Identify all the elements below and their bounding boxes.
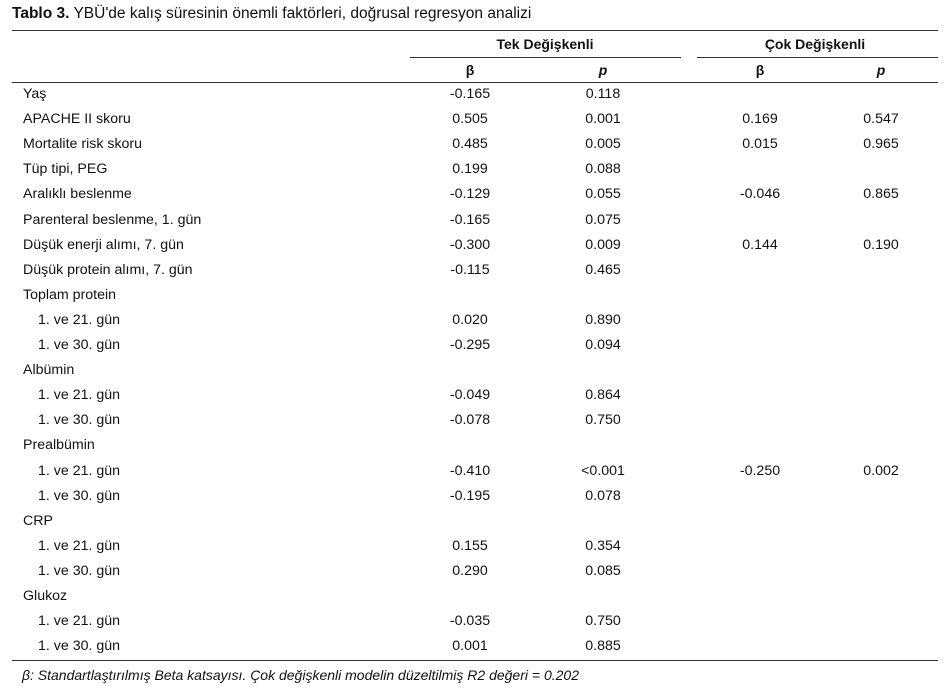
row-label: 1. ve 30. gün: [38, 337, 121, 353]
p-univariate-cell: 0.885: [585, 638, 621, 655]
table-row: [0, 111, 950, 136]
row-label: 1. ve 30. gün: [38, 562, 121, 579]
footnote: β: Standartlaştırılmış Beta katsayısı. Çok değişkenli modelin düzeltilmiş R2 değeri = 0.202: [22, 667, 579, 683]
row-label: 1. ve 21. gün: [38, 462, 121, 479]
row-label: Yaş: [23, 86, 47, 102]
header-p-multivariate: p: [876, 62, 886, 78]
row-label: Parenteral beslenme, 1. gün: [23, 211, 202, 228]
p-univariate-cell: 0.055: [585, 186, 621, 203]
row-label: Prealbümin: [23, 437, 95, 454]
header-beta-multivariate: β: [755, 62, 765, 78]
beta-univariate-cell: 0.020: [452, 311, 488, 328]
table-row: [0, 362, 950, 387]
table-row: [0, 463, 950, 488]
row-label: Düşük protein alımı, 7. gün: [23, 261, 193, 278]
table-row: [0, 337, 950, 362]
beta-multivariate-cell: -0.046: [739, 186, 781, 203]
row-label: 1. ve 21. gün: [38, 387, 121, 404]
p-univariate-cell: 0.354: [585, 537, 621, 554]
p-univariate-cell: 0.001: [585, 111, 621, 128]
beta-multivariate-cell: 0.169: [742, 111, 778, 128]
row-label: APACHE II skoru: [23, 111, 131, 128]
table-row: [0, 387, 950, 412]
beta-multivariate-cell: 0.144: [742, 236, 778, 253]
beta-univariate-cell: -0.035: [449, 613, 491, 630]
p-multivariate-cell: 0.547: [863, 111, 899, 128]
beta-univariate-cell: -0.195: [449, 487, 491, 504]
row-label: Albümin: [23, 362, 75, 379]
beta-univariate-cell: 0.505: [452, 111, 488, 128]
table-row: [0, 212, 950, 237]
table-row: [0, 563, 950, 588]
row-label: Düşük enerji alımı, 7. gün: [23, 236, 184, 253]
beta-univariate-cell: 0.001: [452, 638, 488, 655]
table-row: [0, 488, 950, 513]
table-number: Tablo 3.: [12, 5, 70, 22]
p-univariate-cell: 0.750: [585, 613, 621, 630]
beta-univariate-cell: 0.155: [452, 537, 488, 554]
beta-univariate-cell: -0.115: [450, 261, 490, 278]
table-row: [0, 186, 950, 211]
p-multivariate-cell: 0.865: [863, 186, 899, 203]
table-row: [0, 538, 950, 563]
row-label: Toplam protein: [23, 286, 117, 303]
beta-univariate-cell: 0.199: [452, 161, 488, 178]
p-univariate-cell: 0.088: [585, 161, 621, 178]
beta-univariate-cell: -0.295: [449, 337, 491, 353]
p-multivariate-cell: 0.190: [863, 236, 899, 253]
row-label: Glukoz: [23, 588, 68, 604]
p-univariate-cell: 0.078: [585, 487, 621, 504]
p-multivariate-cell: 0.965: [863, 136, 899, 153]
p-univariate-cell: 0.085: [585, 562, 621, 579]
row-label: Mortalite risk skoru: [23, 136, 143, 153]
row-label: Aralıklı beslenme: [23, 186, 132, 203]
row-label: CRP: [23, 512, 53, 529]
table-row: [0, 513, 950, 538]
table-row: [0, 437, 950, 462]
bottom-rule: [12, 660, 938, 661]
table-row: [0, 613, 950, 638]
p-univariate-cell: 0.075: [585, 211, 621, 228]
beta-univariate-cell: -0.410: [449, 462, 491, 479]
table-row: [0, 237, 950, 262]
row-label: 1. ve 21. gün: [38, 537, 121, 554]
row-label: 1. ve 30. gün: [38, 412, 121, 429]
table-row: [0, 136, 950, 161]
p-univariate-cell: 0.118: [585, 86, 621, 102]
header-multivariate: Çok Değişkenli: [764, 36, 866, 52]
table-row: [0, 86, 950, 111]
beta-univariate-cell: -0.300: [449, 236, 491, 253]
beta-univariate-cell: -0.078: [449, 412, 491, 429]
beta-univariate-cell: 0.485: [452, 136, 488, 153]
table-title: [12, 5, 531, 23]
table-row: [0, 161, 950, 186]
p-univariate-cell: 0.465: [585, 261, 621, 278]
beta-univariate-cell: -0.129: [449, 186, 491, 203]
header-beta-univariate: β: [465, 62, 475, 78]
table-row: [0, 312, 950, 337]
beta-univariate-cell: -0.049: [449, 387, 491, 404]
p-univariate-cell: 0.750: [585, 412, 621, 429]
beta-univariate-cell: -0.165: [449, 86, 491, 102]
p-multivariate-cell: 0.002: [863, 462, 899, 479]
beta-multivariate-cell: 0.015: [742, 136, 778, 153]
p-univariate-cell: 0.864: [585, 387, 621, 404]
multivariate-rule: [697, 57, 938, 58]
header-univariate: Tek Değişkenli: [496, 36, 594, 52]
table-row: [0, 262, 950, 287]
table-row: [0, 588, 950, 613]
univariate-rule: [410, 57, 681, 58]
header-rule: [12, 82, 938, 83]
p-univariate-cell: 0.094: [585, 337, 621, 353]
table-row: [0, 287, 950, 312]
p-univariate-cell: 0.005: [585, 136, 621, 153]
row-label: 1. ve 30. gün: [38, 638, 121, 655]
table-caption: YBÜ'de kalış süresinin önemli faktörleri, doğrusal regresyon analizi: [69, 5, 532, 22]
beta-multivariate-cell: -0.250: [739, 462, 781, 479]
row-label: 1. ve 30. gün: [38, 487, 121, 504]
row-label: Tüp tipi, PEG: [23, 161, 108, 178]
header-p-univariate: p: [598, 62, 608, 78]
row-label: 1. ve 21. gün: [38, 613, 121, 630]
beta-univariate-cell: 0.290: [452, 562, 488, 579]
top-rule: [12, 30, 938, 31]
p-univariate-cell: <0.001: [581, 462, 625, 479]
p-univariate-cell: 0.009: [585, 236, 621, 253]
p-univariate-cell: 0.890: [585, 311, 621, 328]
row-label: 1. ve 21. gün: [38, 311, 121, 328]
table-row: [0, 412, 950, 437]
beta-univariate-cell: -0.165: [449, 211, 491, 228]
